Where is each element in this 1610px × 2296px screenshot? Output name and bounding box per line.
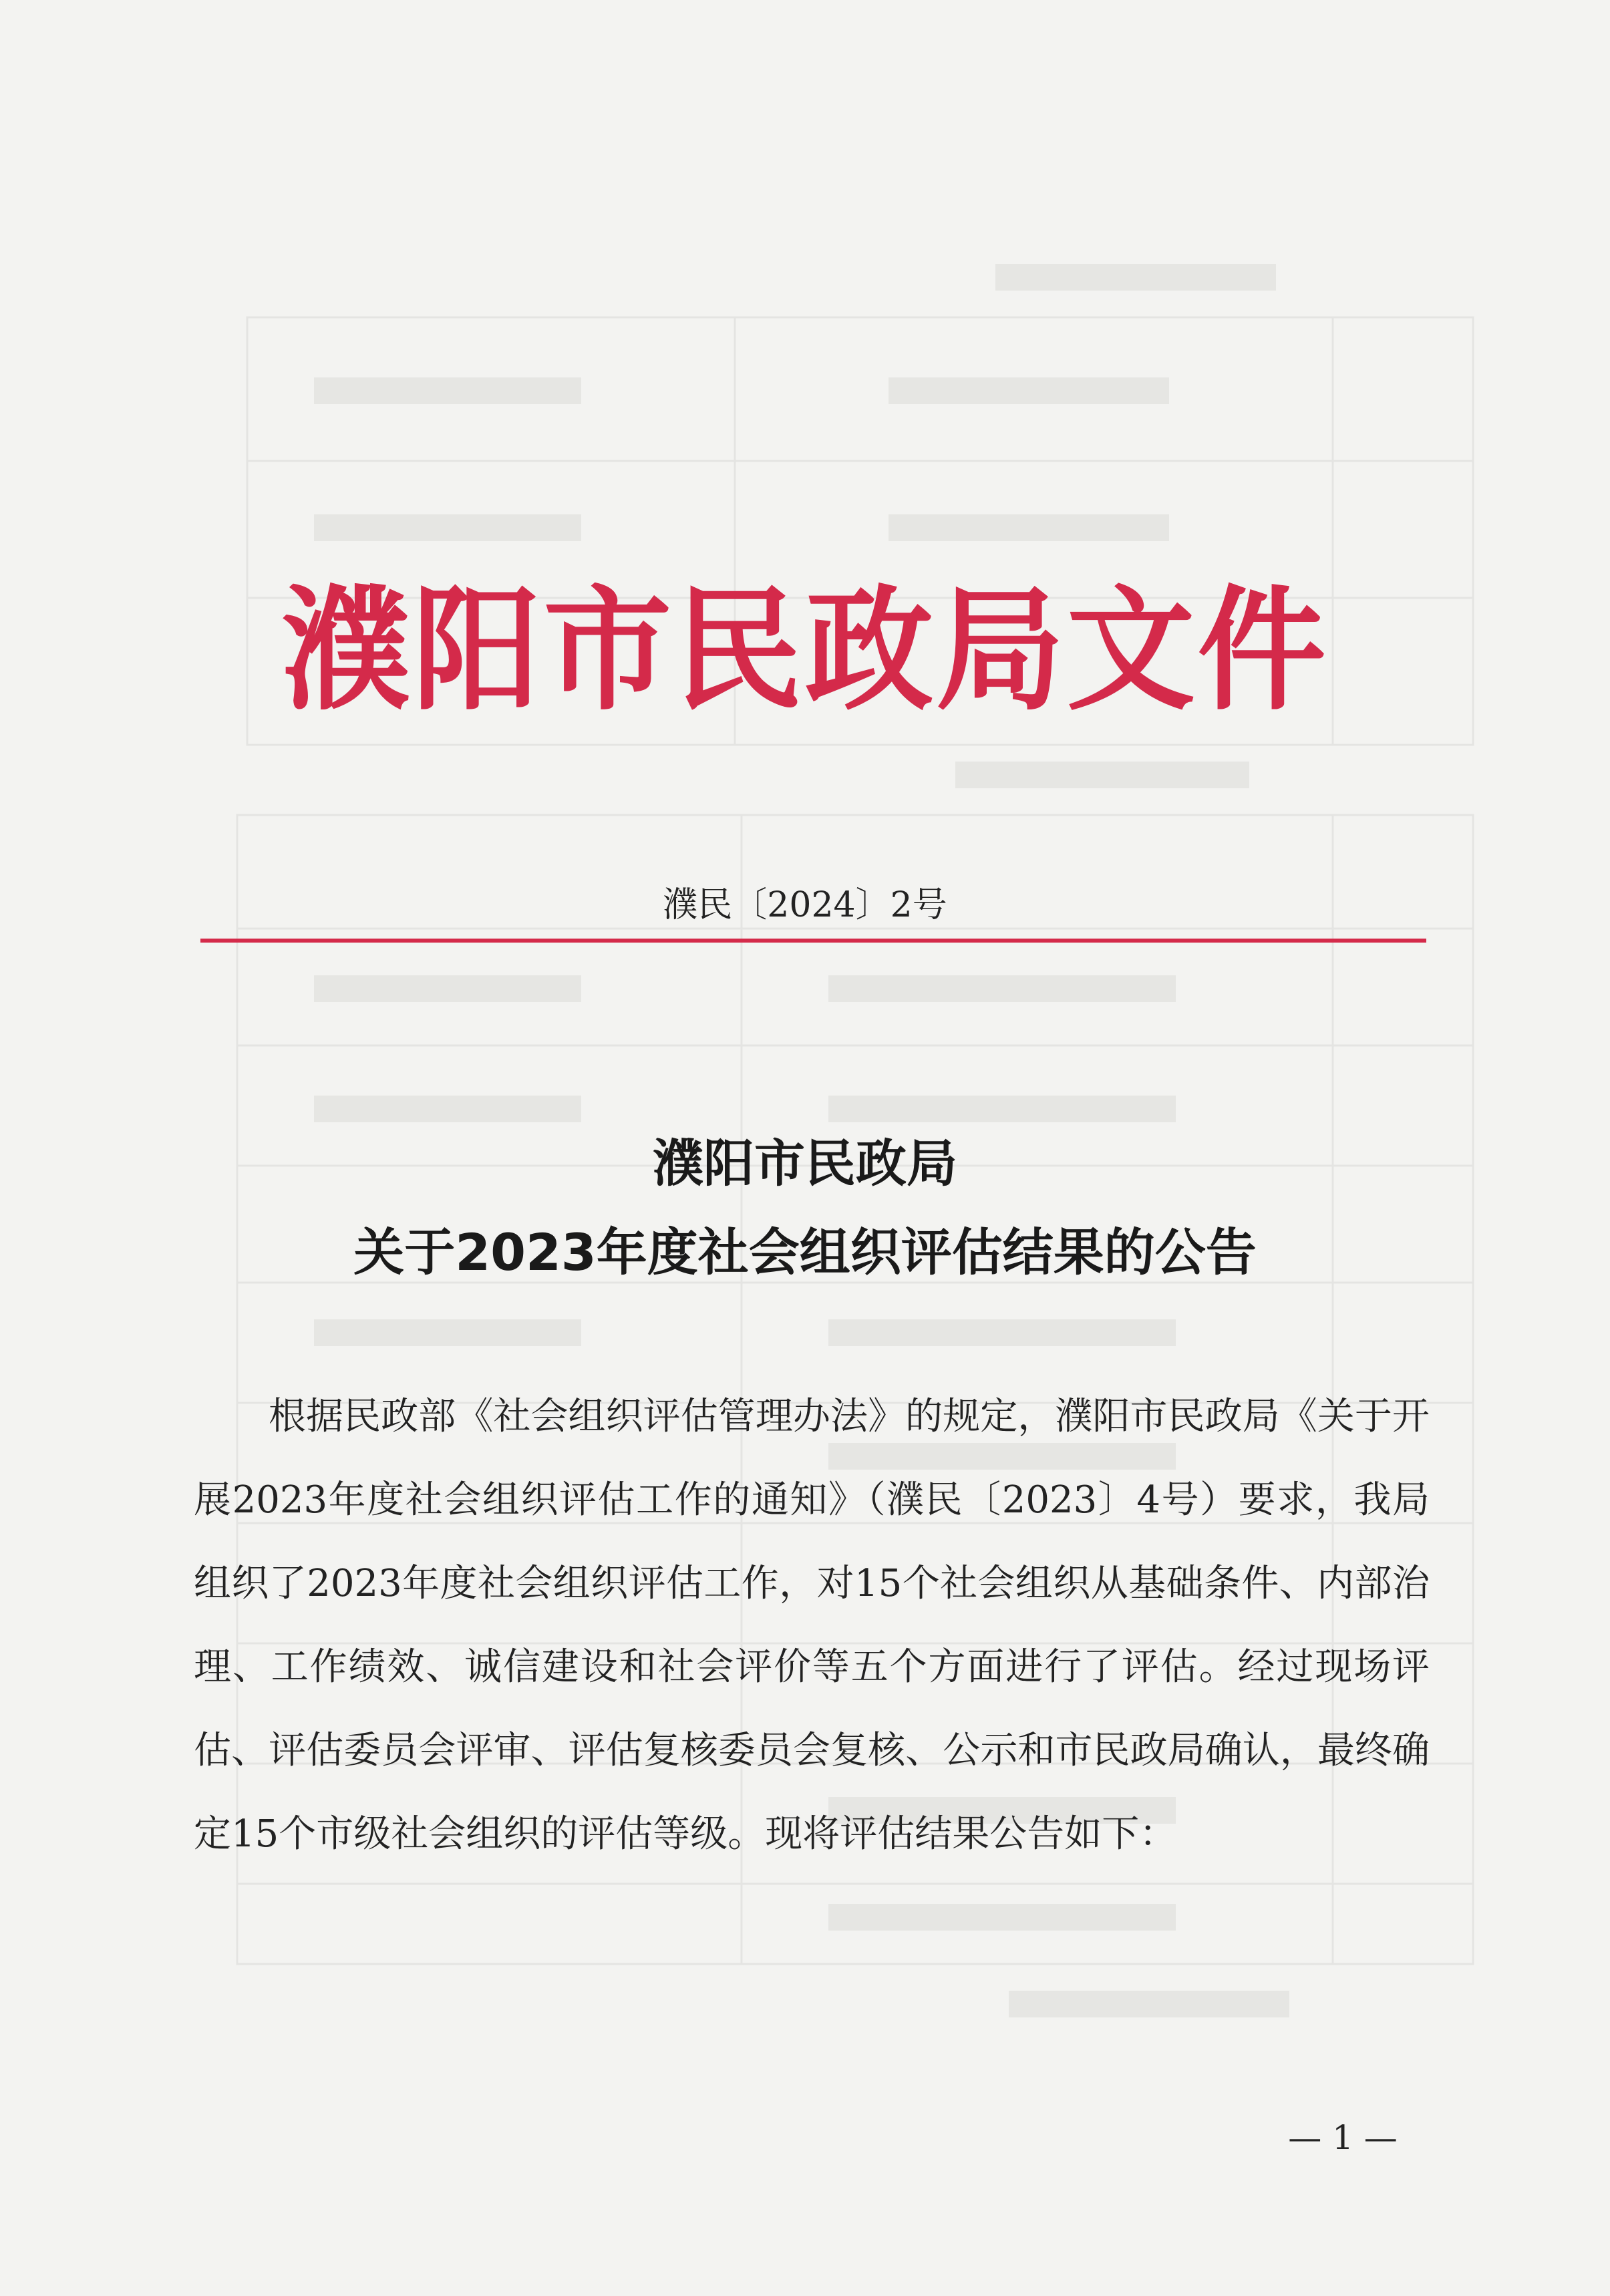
- document-header-title: 濮阳市民政局文件: [281, 573, 1329, 729]
- notice-title-subject: 关于2023年度社会组织评估结果的公告: [353, 1222, 1257, 1282]
- notice-title-issuer: 濮阳市民政局: [653, 1134, 957, 1193]
- document-number: 濮民〔2024〕2号: [663, 885, 947, 925]
- body-paragraph: 根据民政部《社会组织评估管理办法》的规定，濮阳市民政局《关于开展2023年度社会组织评估工作的通知》（濮民〔2023〕4号）要求，我局组织了2023年度社会组织评估工作，对15个社会组织从基础条件、内部治理、工作绩效、诚信建设和社会评价等五个方面进行了评估。经过现场评估、评估委员会评审、评估复核委员会复核、公示和市民政局确认，最终确定15个市级社会组织的评估等级。现将评估结果公告如下：: [194, 1395, 1430, 1856]
- red-divider-line: [200, 939, 1426, 943]
- page-number: — 1 —: [1288, 2118, 1398, 2157]
